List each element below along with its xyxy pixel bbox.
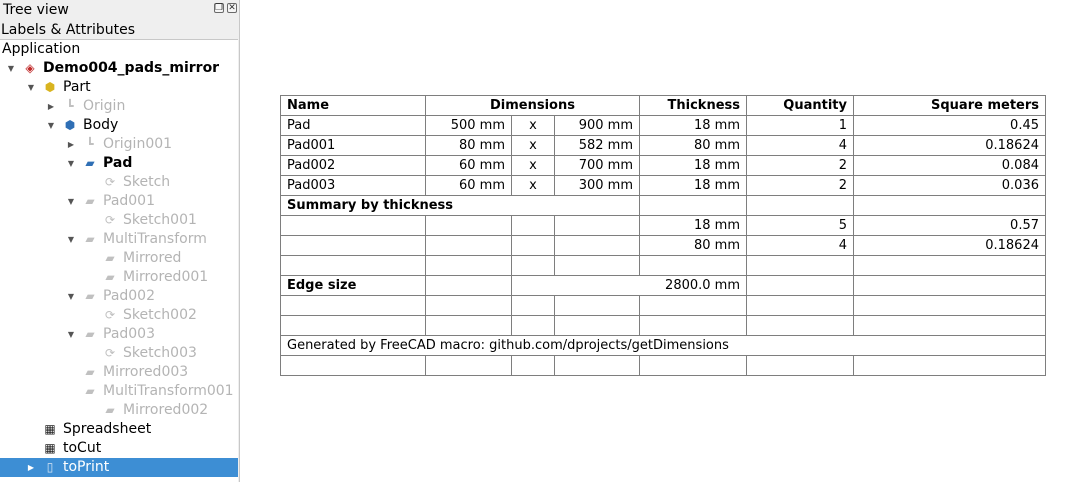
tree-item-label: toCut xyxy=(63,440,102,456)
tree-item-label: MultiTransform001 xyxy=(103,383,234,399)
float-panel-button[interactable]: ❐ xyxy=(215,3,224,13)
sheet-row xyxy=(281,176,1046,196)
sheet-cell[interactable] xyxy=(426,316,512,336)
tree-item-pad002[interactable] xyxy=(0,287,238,306)
tree-item-mirrored003[interactable] xyxy=(0,363,238,382)
tree-item-label: Spreadsheet xyxy=(63,421,152,437)
tree-item-sketch003[interactable] xyxy=(0,344,238,363)
tree-item-tocut[interactable] xyxy=(0,439,238,458)
mirrored-icon: ▰ xyxy=(105,251,115,265)
sheet-cell[interactable] xyxy=(512,216,555,236)
summary-quantity[interactable]: 5 xyxy=(747,216,854,236)
tree-item-label: Origin001 xyxy=(103,136,173,152)
tree-item-origin[interactable] xyxy=(0,97,238,116)
pad-icon: ▰ xyxy=(85,156,95,170)
tree-item-toprint[interactable] xyxy=(0,458,238,477)
expand-arrow-icon[interactable]: ▼ xyxy=(27,83,35,92)
header-thickness[interactable]: Thickness xyxy=(640,96,747,116)
summary-thickness[interactable]: 18 mm xyxy=(640,216,747,236)
tree-item-mirrored[interactable] xyxy=(0,249,238,268)
pad-icon: ▰ xyxy=(85,194,95,208)
sheet-cell[interactable] xyxy=(512,296,555,316)
sheet-row xyxy=(281,136,1046,156)
tree-item-mirrored002[interactable] xyxy=(0,401,238,420)
expand-arrow-icon[interactable]: ▼ xyxy=(67,159,75,168)
generated-note[interactable]: Generated by FreeCAD macro: github.com/dprojects/getDimensions xyxy=(281,336,1046,356)
expand-arrow-icon[interactable]: ▼ xyxy=(67,292,75,301)
sheet-cell[interactable] xyxy=(426,236,512,256)
tree-item-label: Sketch xyxy=(123,174,171,190)
cell-square-meters[interactable]: 0.45 xyxy=(854,116,1046,136)
sheet-cell[interactable] xyxy=(854,256,1046,276)
tree-item-label: Mirrored xyxy=(123,250,182,266)
sheet-cell[interactable] xyxy=(747,196,854,216)
sheet-cell[interactable] xyxy=(512,316,555,336)
edge-size-label[interactable]: Edge size xyxy=(281,276,426,296)
tree-item-label: Pad002 xyxy=(103,288,156,304)
sheet-cell[interactable] xyxy=(747,256,854,276)
tree-item-multitransform001[interactable] xyxy=(0,382,238,401)
header-name[interactable]: Name xyxy=(281,96,426,116)
sheet-cell[interactable] xyxy=(281,296,426,316)
cell-square-meters[interactable]: 0.18624 xyxy=(854,136,1046,156)
cell-times[interactable]: x xyxy=(512,156,555,176)
sketch-icon: ⟳ xyxy=(104,213,116,227)
tree-item-pad001[interactable] xyxy=(0,192,238,211)
sheet-cell[interactable] xyxy=(854,276,1046,296)
multitransform-icon: ▰ xyxy=(85,232,95,246)
cell-name[interactable]: Pad001 xyxy=(281,136,426,156)
part-icon: ⬢ xyxy=(44,80,56,94)
tree-item-application[interactable] xyxy=(0,40,238,59)
tree-item-sketch001[interactable] xyxy=(0,211,238,230)
cell-width[interactable]: 60 mm xyxy=(426,176,512,196)
tree-item-body[interactable] xyxy=(0,116,238,135)
collapse-arrow-icon[interactable]: ▶ xyxy=(27,463,35,472)
mirrored-icon: ▰ xyxy=(85,365,95,379)
sheet-cell[interactable] xyxy=(281,356,426,376)
tree-item-spreadsheet[interactable] xyxy=(0,420,238,439)
page-icon: ▯ xyxy=(46,460,54,474)
summary-square-meters[interactable]: 0.18624 xyxy=(854,236,1046,256)
cell-name[interactable]: Pad xyxy=(281,116,426,136)
sheet-row xyxy=(281,316,1046,336)
expand-arrow-icon[interactable]: ▼ xyxy=(47,121,55,130)
sheet-row xyxy=(281,116,1046,136)
header-square-meters[interactable]: Square meters xyxy=(854,96,1046,116)
cell-width[interactable]: 60 mm xyxy=(426,156,512,176)
cell-quantity[interactable]: 2 xyxy=(747,156,854,176)
cell-height[interactable]: 900 mm xyxy=(555,116,640,136)
close-panel-button[interactable]: ✕ xyxy=(228,3,236,13)
cell-height[interactable]: 582 mm xyxy=(555,136,640,156)
cell-square-meters[interactable]: 0.084 xyxy=(854,156,1046,176)
cell-width[interactable]: 80 mm xyxy=(426,136,512,156)
summary-square-meters[interactable]: 0.57 xyxy=(854,216,1046,236)
tree-item-label: toPrint xyxy=(63,459,110,475)
sketch-icon: ⟳ xyxy=(104,175,116,189)
sheet-cell[interactable] xyxy=(747,316,854,336)
tree-item-demo004-pads-mirror[interactable] xyxy=(0,59,238,78)
tree-item-pad003[interactable] xyxy=(0,325,238,344)
sheet-cell[interactable] xyxy=(640,296,747,316)
spreadsheet-table xyxy=(280,95,1046,376)
cell-times[interactable]: x xyxy=(512,176,555,196)
document-icon: ◈ xyxy=(25,61,35,75)
tree-column-header[interactable]: Labels & Attributes xyxy=(0,20,238,40)
header-quantity[interactable]: Quantity xyxy=(747,96,854,116)
tree-item-origin001[interactable] xyxy=(0,135,238,154)
expand-arrow-icon[interactable]: ▼ xyxy=(7,64,15,73)
cell-quantity[interactable]: 1 xyxy=(747,116,854,136)
expand-arrow-icon[interactable]: ▼ xyxy=(67,197,75,206)
sheet-cell[interactable] xyxy=(555,216,640,236)
sheet-cell[interactable] xyxy=(281,236,426,256)
sheet-row xyxy=(281,216,1046,236)
tree-item-label: Body xyxy=(83,117,119,133)
sketch-icon: ⟳ xyxy=(104,346,116,360)
mirrored-icon: ▰ xyxy=(105,403,115,417)
sheet-cell[interactable] xyxy=(747,276,854,296)
sheet-row xyxy=(281,236,1046,256)
cell-height[interactable]: 700 mm xyxy=(555,156,640,176)
tree-item-part[interactable] xyxy=(0,78,238,97)
pad-icon: ▰ xyxy=(85,289,95,303)
sheet-cell[interactable] xyxy=(854,356,1046,376)
tree-item-label: Pad003 xyxy=(103,326,156,342)
tree-view-panel xyxy=(0,0,240,482)
origin-icon: ┗ xyxy=(86,137,94,151)
cell-width[interactable]: 500 mm xyxy=(426,116,512,136)
tree-item-label: Mirrored003 xyxy=(103,364,189,380)
sheet-cell[interactable] xyxy=(281,316,426,336)
tree-item-label: Sketch001 xyxy=(123,212,197,228)
cell-quantity[interactable]: 4 xyxy=(747,136,854,156)
sheet-cell[interactable] xyxy=(426,296,512,316)
mirrored-icon: ▰ xyxy=(105,270,115,284)
cell-thickness[interactable]: 18 mm xyxy=(640,156,747,176)
sheet-cell[interactable] xyxy=(640,356,747,376)
multitransform-icon: ▰ xyxy=(85,384,95,398)
tree-item-label: Mirrored002 xyxy=(123,402,209,418)
sheet-row xyxy=(281,276,1046,296)
cell-name[interactable]: Pad002 xyxy=(281,156,426,176)
pad-icon: ▰ xyxy=(85,327,95,341)
tree-item-label: Origin xyxy=(83,98,126,114)
cell-times[interactable]: x xyxy=(512,116,555,136)
collapse-arrow-icon[interactable]: ▶ xyxy=(47,102,55,111)
sheet-cell[interactable] xyxy=(512,256,555,276)
cell-quantity[interactable]: 2 xyxy=(747,176,854,196)
sheet-cell[interactable] xyxy=(426,216,512,236)
tree-item-sketch002[interactable] xyxy=(0,306,238,325)
sheet-row xyxy=(281,196,1046,216)
tree-item-label: Demo004_pads_mirror xyxy=(43,60,220,76)
origin-icon: ┗ xyxy=(66,99,74,113)
panel-title: Tree view xyxy=(3,2,69,18)
summary-title[interactable]: Summary by thickness xyxy=(281,196,640,216)
sheet-cell[interactable] xyxy=(640,316,747,336)
sheet-cell[interactable] xyxy=(512,356,555,376)
cell-thickness[interactable]: 18 mm xyxy=(640,116,747,136)
cell-times[interactable]: x xyxy=(512,136,555,156)
tree-item-label: Part xyxy=(63,79,91,95)
sheet-cell[interactable] xyxy=(426,256,512,276)
sheet-cell[interactable] xyxy=(854,196,1046,216)
expand-arrow-icon[interactable]: ▼ xyxy=(67,235,75,244)
sheet-cell[interactable] xyxy=(426,276,512,296)
tree-item-label: Pad xyxy=(103,155,133,171)
edge-size-value[interactable]: 2800.0 mm xyxy=(512,276,747,296)
sheet-cell[interactable] xyxy=(747,356,854,376)
header-dimensions[interactable]: Dimensions xyxy=(426,96,640,116)
cell-name[interactable]: Pad003 xyxy=(281,176,426,196)
collapse-arrow-icon[interactable]: ▶ xyxy=(67,140,75,149)
expand-arrow-icon[interactable]: ▼ xyxy=(67,330,75,339)
sheet-cell[interactable] xyxy=(555,356,640,376)
cell-thickness[interactable]: 18 mm xyxy=(640,176,747,196)
sheet-cell[interactable] xyxy=(747,296,854,316)
cell-square-meters[interactable]: 0.036 xyxy=(854,176,1046,196)
sheet-row xyxy=(281,356,1046,376)
sheet-row xyxy=(281,156,1046,176)
spreadsheet-icon: ▦ xyxy=(44,441,56,455)
sheet-cell[interactable] xyxy=(555,256,640,276)
cell-thickness[interactable]: 80 mm xyxy=(640,136,747,156)
tree-item-pad[interactable] xyxy=(0,154,238,173)
tree-body xyxy=(0,40,238,482)
sheet-cell[interactable] xyxy=(854,316,1046,336)
summary-thickness[interactable]: 80 mm xyxy=(640,236,747,256)
sheet-cell[interactable] xyxy=(640,256,747,276)
sheet-cell[interactable] xyxy=(426,356,512,376)
sheet-row xyxy=(281,96,1046,116)
sheet-cell[interactable] xyxy=(512,236,555,256)
sheet-cell[interactable] xyxy=(555,316,640,336)
sheet-cell[interactable] xyxy=(281,216,426,236)
tree-item-sketch[interactable] xyxy=(0,173,238,192)
sheet-cell[interactable] xyxy=(854,296,1046,316)
tree-item-label: MultiTransform xyxy=(103,231,207,247)
tree-item-mirrored001[interactable] xyxy=(0,268,238,287)
summary-quantity[interactable]: 4 xyxy=(747,236,854,256)
tree-item-label: Application xyxy=(2,41,81,57)
tree-item-multitransform[interactable] xyxy=(0,230,238,249)
sheet-row xyxy=(281,296,1046,316)
tree-item-label: Mirrored001 xyxy=(123,269,209,285)
spreadsheet-icon: ▦ xyxy=(44,422,56,436)
body-icon: ⬢ xyxy=(64,118,76,132)
sheet-cell[interactable] xyxy=(640,196,747,216)
sheet-cell[interactable] xyxy=(281,256,426,276)
tree-item-label: Pad001 xyxy=(103,193,156,209)
sheet-cell[interactable] xyxy=(555,236,640,256)
sheet-cell[interactable] xyxy=(555,296,640,316)
sheet-row xyxy=(281,336,1046,356)
sketch-icon: ⟳ xyxy=(104,308,116,322)
tree-item-label: Sketch002 xyxy=(123,307,197,323)
cell-height[interactable]: 300 mm xyxy=(555,176,640,196)
tree-item-label: Sketch003 xyxy=(123,345,197,361)
sheet-row xyxy=(281,256,1046,276)
